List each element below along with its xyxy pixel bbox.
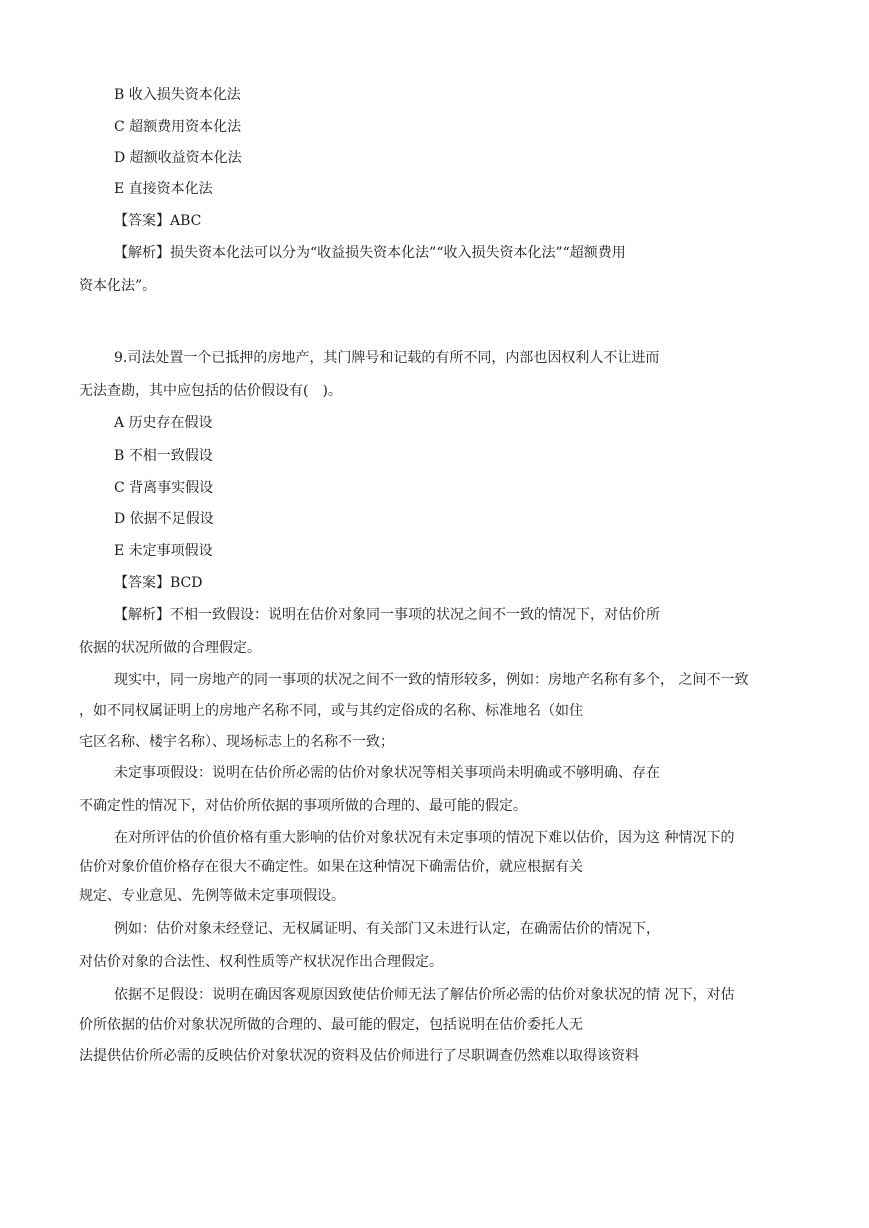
paragraph-3-line-1: 在对所评估的价值价格有重大影响的估价对象状况有未定事项的情况下难以估价，因为这 种情况下的	[114, 830, 735, 846]
q9-analysis-line-2: 依据的状况所做的合理假定。	[79, 640, 261, 656]
paragraph-3-line-3: 规定、专业意见、先例等做未定事项假设。	[79, 888, 345, 904]
paragraph-5-line-2: 价所依据的估价对象状况所做的合理的、最可能的假定，包括说明在估价委托人无	[79, 1017, 583, 1033]
q9-option-a: A 历史存在假设	[114, 415, 213, 431]
q8-option-b: B 收入损失资本化法	[114, 87, 241, 103]
q8-option-d: D 超额收益资本化法	[114, 150, 242, 166]
paragraph-1-line-2: ，如不同权属证明上的房地产名称不同，或与其约定俗成的名称、标准地名（如住	[79, 703, 583, 719]
q8-option-c: C 超额费用资本化法	[114, 119, 242, 135]
q8-analysis-line-2: 资本化法”。	[79, 278, 157, 294]
q9-option-d: D 依据不足假设	[114, 511, 214, 527]
q9-option-b: B 不相一致假设	[114, 448, 213, 464]
q9-option-e: E 未定事项假设	[114, 543, 213, 559]
q9-answer: 【答案】BCD	[114, 575, 203, 591]
q8-analysis-line-1: 【解析】损失资本化法可以分为“收益损失资本化法”“收入损失资本化法”“超额费用	[114, 245, 626, 261]
paragraph-2-line-2: 不确定性的情况下，对估价所依据的事项所做的合理的、最可能的假定。	[79, 798, 527, 814]
paragraph-2-line-1: 未定事项假设：说明在估价所必需的估价对象状况等相关事项尚未明确或不够明确、存在	[114, 765, 660, 781]
q9-stem-line-1: 9.司法处置一个已抵押的房地产，其门牌号和记载的有所不同，内部也因权利人不让进而	[114, 350, 660, 366]
q8-option-e: E 直接资本化法	[114, 181, 213, 197]
paragraph-4-line-2: 对估价对象的合法性、权利性质等产权状况作出合理假定。	[79, 954, 443, 970]
paragraph-1-line-1: 现实中，同一房地产的同一事项的状况之间不一致的情形较多，例如：房地产名称有多个， 之间不一致	[114, 672, 749, 688]
paragraph-1-line-3: 宅区名称、楼宇名称）、现场标志上的名称不一致；	[79, 734, 394, 750]
paragraph-5-line-1: 依据不足假设：说明在确因客观原因致使估价师无法了解估价所必需的估价对象状况的情 况下，对估	[114, 987, 735, 1003]
paragraph-4-line-1: 例如：估价对象未经登记、无权属证明、有关部门又未进行认定，在确需估价的情况下，	[114, 921, 660, 937]
q9-stem-line-2: 无法查勘，其中应包括的估价假设有( )。	[79, 383, 342, 399]
q8-answer: 【答案】ABC	[114, 213, 202, 229]
paragraph-3-line-2: 估价对象价值价格存在很大不确定性。如果在这种情况下确需估价，就应根据有关	[79, 859, 583, 875]
q9-option-c: C 背离事实假设	[114, 480, 214, 496]
q9-analysis-line-1: 【解析】不相一致假设：说明在估价对象同一事项的状况之间不一致的情况下，对估价所	[114, 607, 660, 623]
paragraph-5-line-3: 法提供估价所必需的反映估价对象状况的资料及估价师进行了尽职调查仍然难以取得该资料	[79, 1048, 639, 1064]
